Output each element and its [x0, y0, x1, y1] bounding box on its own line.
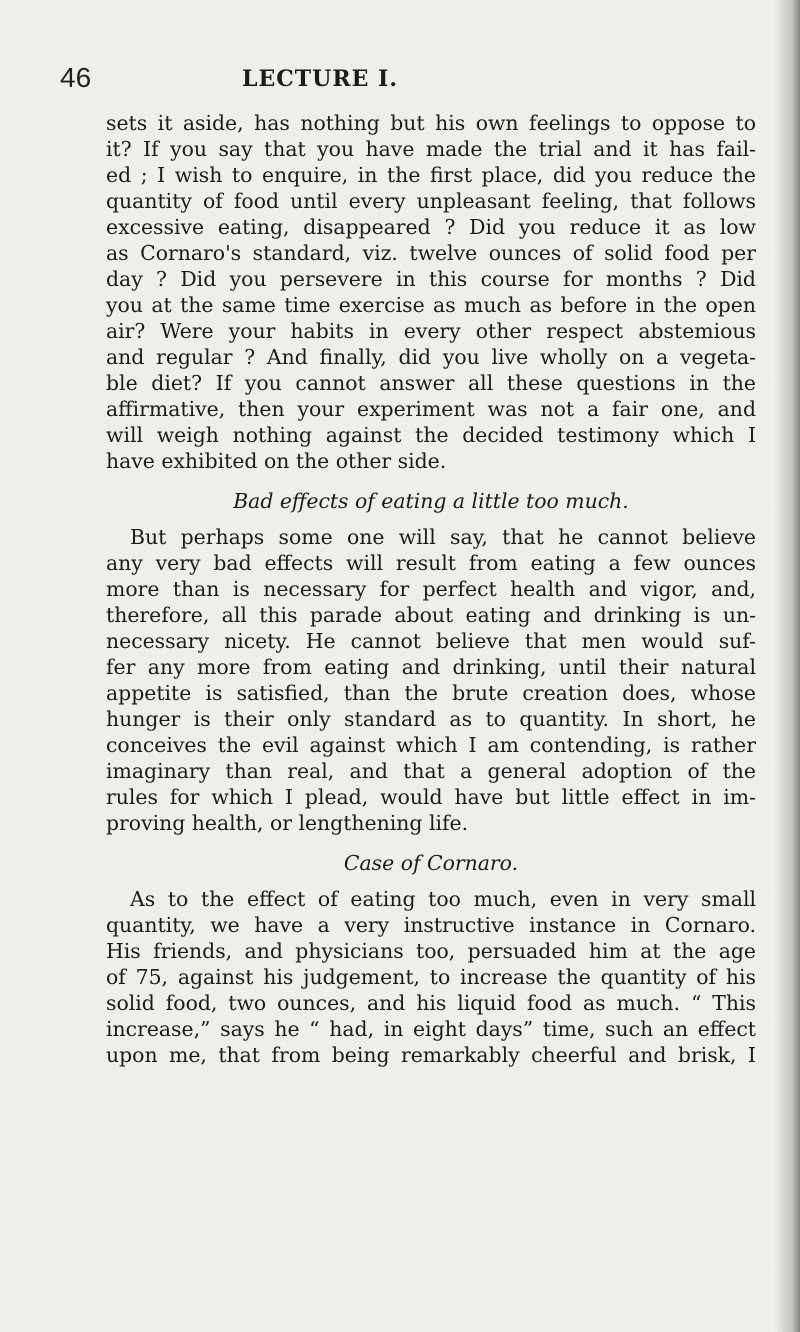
text-line: will weigh nothing against the decided testimony which I [106, 423, 756, 447]
text-line: solid food, two ounces, and his liquid food as much. “ This [106, 991, 756, 1015]
text-line: of 75, against his judgement, to increase the quantity of his [106, 965, 756, 989]
text-line: upon me, that from being remarkably cheerful and brisk, I [106, 1043, 756, 1067]
text-line: fer any more from eating and drinking, until their natural [106, 655, 756, 679]
paragraph-1 [106, 110, 756, 474]
page-header [60, 62, 750, 102]
text-line: air? Were your habits in every other respect abstemious [106, 319, 756, 343]
page-edge-shadow [774, 0, 800, 1332]
section-heading: Bad effects of eating a little too much. [233, 489, 629, 513]
text-line: you at the same time exercise as much as before in the open [106, 293, 756, 317]
text-line: affirmative, then your experiment was not a fair one, and [106, 397, 756, 421]
text-line: any very bad effects will result from eating a few ounces [106, 551, 756, 575]
text-line: sets it aside, has nothing but his own feelings to oppose to [106, 111, 756, 135]
text-line: imaginary than real, and that a general adoption of the [106, 759, 756, 783]
running-head: LECTURE I. [242, 66, 398, 92]
text-line: it? If you say that you have made the trial and it has fail- [106, 137, 756, 161]
text-line: and regular ? And finally, did you live wholly on a vegeta- [106, 345, 756, 369]
text-line: have exhibited on the other side. [106, 449, 447, 473]
text-line: more than is necessary for perfect health and vigor, and, [106, 577, 756, 601]
text-line: quantity of food until every unpleasant feeling, that follows [106, 189, 756, 213]
text-line: increase,” says he “ had, in eight days” time, such an effect [106, 1017, 756, 1041]
section-heading: Case of Cornaro. [343, 851, 519, 875]
page-number: 46 [60, 62, 92, 93]
text-line: quantity, we have a very instructive instance in Cornaro. [106, 913, 756, 937]
text-line: conceives the evil against which I am contending, is rather [106, 733, 756, 757]
text-line: necessary nicety. He cannot believe that men would suf- [106, 629, 756, 653]
text-line: hunger is their only standard as to quantity. In short, he [106, 707, 756, 731]
text-line: appetite is satisfied, than the brute creation does, whose [106, 681, 756, 705]
text-line: proving health, or lengthening life. [106, 811, 469, 835]
paragraph-3 [106, 886, 756, 1068]
text-line: therefore, all this parade about eating and drinking is un- [106, 603, 756, 627]
text-line: But perhaps some one will say, that he cannot believe [130, 525, 756, 549]
text-line: ble diet? If you cannot answer all these questions in the [106, 371, 756, 395]
paragraph-2 [106, 524, 756, 836]
text-line: His friends, and physicians too, persuaded him at the age [106, 939, 756, 963]
text-line: excessive eating, disappeared ? Did you reduce it as low [106, 215, 756, 239]
text-line: rules for which I plead, would have but little effect in im- [106, 785, 756, 809]
text-line: ed ; I wish to enquire, in the first place, did you reduce the [106, 163, 756, 187]
text-line: day ? Did you persevere in this course for months ? Did [106, 267, 756, 291]
text-line: as Cornaro's standard, viz. twelve ounces of solid food per [106, 241, 756, 265]
text-line: As to the effect of eating too much, even in very small [130, 887, 756, 911]
body-text [106, 110, 756, 1068]
